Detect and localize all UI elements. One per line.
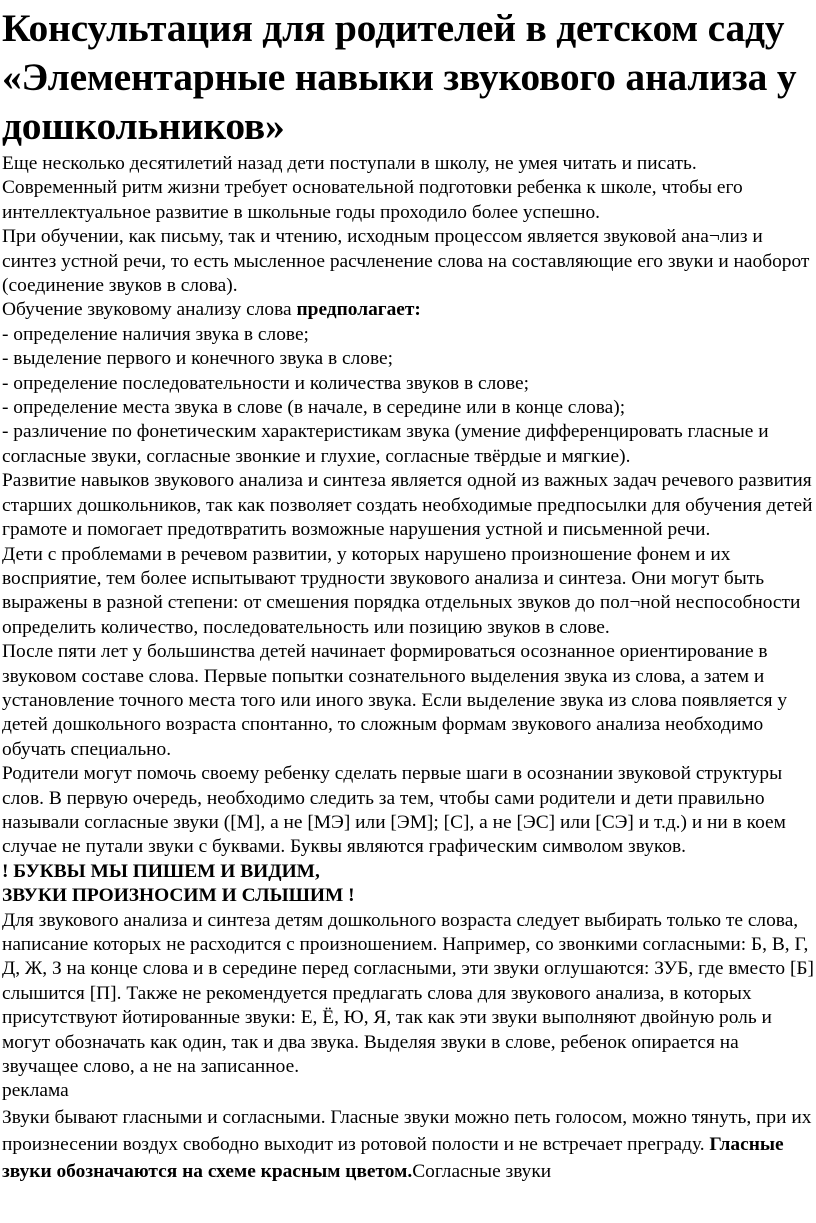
list-item: - различение по фонетическим характеристикам звука (умение дифференцировать гласные и согласные звуки, согласные звонкие и глухие, согласные твёрдые и мягкие). bbox=[2, 421, 769, 467]
analysis-includes-bold: предполагает: bbox=[296, 299, 421, 321]
paragraph-speech-problems: Дети с проблемами в речевом развитии, у которых нарушено произношение фонем и их восприятие, тем более испытывают трудности звукового анализа и синтеза. Они могут быть выражены в разной степени: от смешения порядка отдельных звуков до пол¬ной неспособности определить количество, последовательность или позицию звуков в слове. bbox=[2, 543, 801, 638]
paragraph-parents-help: Родители могут помочь своему ребенку сделать первые шаги в осознании звуковой структуры слов. В первую очередь, необходимо следить за тем, чтобы сами родители и дети правильно называли согласные звуки ([М], а не [МЭ] или [ЭМ]; [С], а не [ЭС] или [СЭ] и т.д.) и ни в коем случае не путали звуки с буквами. Буквы являются графическим символом звуков. bbox=[2, 763, 786, 858]
paragraph-analysis-includes bbox=[2, 298, 814, 322]
paragraph-word-selection: Для звукового анализа и синтеза детям дошкольного возраста следует выбирать только те слова, написание которых не расходится с произношением. Например, со звонкими согласными: Б, В, Г, Д, Ж, З на конце слова и в середине перед согласными, эти звуки оглушаются: ЗУБ, где вместо [Б] слышится [П]. Также не рекомендуется предлагать слова для звукового анализа, в которых присутствуют йотированные звуки: Е, Ё, Ю, Я, так как эти звуки выполняют двойную роль и могут обозначать как один, так и два звука. Выделяя звуки в слове, ребенок опирается на звучащее слово, а не на записанное. bbox=[2, 909, 814, 1078]
emphasis-line-letters: ! БУКВЫ МЫ ПИШЕМ И ВИДИМ, bbox=[2, 860, 320, 882]
paragraph-learning-process: При обучении, как письму, так и чтению, исходным процессом является звуковой ана¬лиз и синтез устной речи, то есть мысленное расчленение слова на составляющие его звуки и наоборот (соединение звуков в слова). bbox=[2, 226, 810, 297]
vowels-text: Звуки бывают гласными и согласными. Гласные звуки можно петь голосом, можно тянуть, при их произнесении воздух свободно выходит из ротовой полости и не встречает преграду. bbox=[2, 1106, 812, 1155]
vowels-bold-note: Гласные звуки обозначаются на схеме красным цветом. bbox=[2, 1133, 784, 1182]
paragraph-intro: Еще несколько десятилетий назад дети поступали в школу, не умея читать и писать. Современный ритм жизни требует основательной подготовки ребенка к школе, чтобы его интеллектуальное развитие в школьные годы проходило более успешно. bbox=[2, 153, 743, 223]
emphasis-line-sounds: ЗВУКИ ПРОИЗНОСИМ И СЛЫШИМ ! bbox=[2, 885, 355, 907]
list-item: - определение последовательности и количества звуков в слове; bbox=[2, 372, 530, 394]
page-title: Консультация для родителей в детском саду «Элементарные навыки звукового анализа у дошкольников» bbox=[2, 6, 797, 148]
paragraph-after-five-years: После пяти лет у большинства детей начинает формироваться осознанное ориентирование в звуковом составе слова. Первые попытки сознательного выделения звука из слова, а затем и установление точного места того или иного звука. Если выделение звука из слова появляется у детей дошкольного возраста спонтанно, то сложным формам звукового анализа необходимо обучать специально. bbox=[2, 641, 788, 760]
list-item: - определение наличия звука в слове; bbox=[2, 323, 309, 345]
list-item: - определение места звука в слове (в начале, в середине или в конце слова); bbox=[2, 397, 626, 419]
paragraph-vowels-consonants bbox=[2, 1104, 814, 1185]
paragraph-skills-development: Развитие навыков звукового анализа и синтеза является одной из важных задач речевого развития старших дошкольников, так как позволяет создать необходимые предпосылки для обучения детей грамоте и помогает предотвратить возможные нарушения устной и письменной речи. bbox=[2, 470, 813, 541]
consonants-text: Согласные звуки bbox=[412, 1160, 552, 1182]
analysis-includes-text: Обучение звуковому анализу слова bbox=[2, 299, 297, 321]
list-item: - выделение первого и конечного звука в слове; bbox=[2, 348, 394, 370]
ad-label: реклама bbox=[2, 1080, 69, 1102]
